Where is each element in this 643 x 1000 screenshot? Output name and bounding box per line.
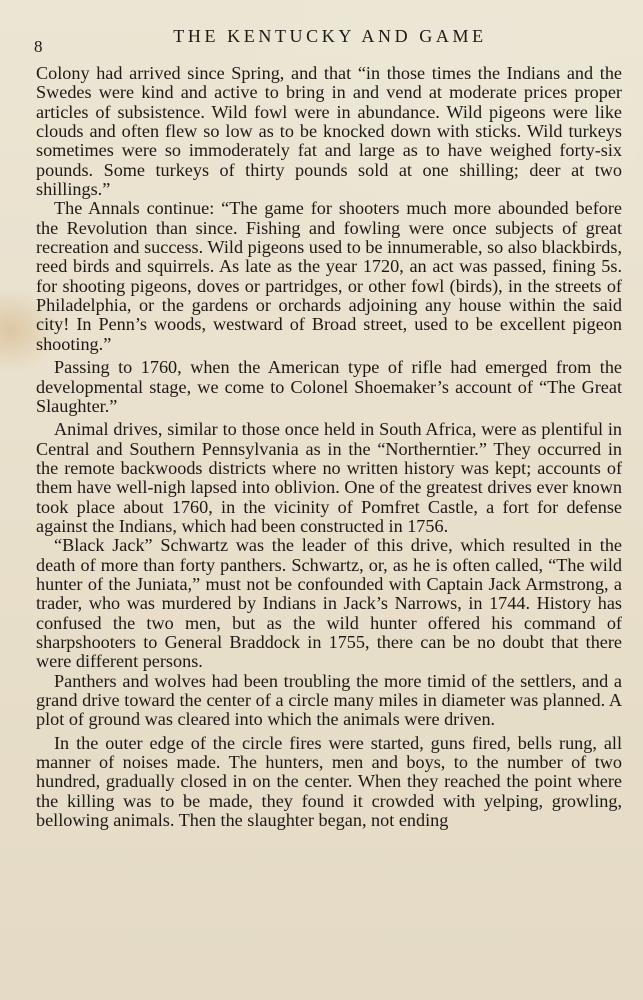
paragraph-3: Passing to 1760, when the American type of rifle had emerged from the developmental stage, we come to Colonel Shoemaker’s account of “The Great Slaughter.” [36, 357, 622, 416]
paragraph-6: Panthers and wolves had been troubling the more timid of the settlers, and a grand drive toward the center of a circle many miles in diameter was planned. A plot of ground was cleared into which the animals were driven. [36, 670, 622, 730]
page-header [0, 22, 643, 56]
body-text [36, 64, 622, 830]
paragraph-1: Colony had arrived since Spring, and that “in those times the Indians and the Swedes were kind and active to bring in and vend at moderate prices proper articles of subsistence. Wild fowl were in abundance. Wild pigeons were like clouds and often flew so low as to be knocked down with sticks. Wild turkeys sometimes were so immoderately fat and large as to have weighed forty-six pounds. Some turkeys of thirty pounds sold at one shilling; deer at two shillings.” [36, 63, 622, 200]
paragraph-4: Animal drives, similar to those once held in South Africa, were as plentiful in Central and Southern Pennsylvania as in the “Northerntier.” They occurred in the remote backwoods districts where no written history was kept; accounts of them have well-nigh lapsed into oblivion. One of the greatest drives ever known took place about 1760, in the vicinity of Pomfret Castle, a fort for defense against the Indians, which had been constructed in 1756. [36, 419, 622, 536]
paragraph-5: “Black Jack” Schwartz was the leader of this drive, which resulted in the death of more than forty panthers. Schwartz, or, as he is often called, “The wild hunter of the Juniata,” must not be confounded with Captain Jack Armstrong, a trader, who was murdered by Indians in Jack’s Narrows, in 1744. History has confused the two men, but as the wild hunter offered his command of sharpshooters to General Braddock in 1755, there can be no doubt that there were different persons. [36, 535, 622, 672]
paragraph-2: The Annals continue: “The game for shooters much more abounded before the Revolution than since. Fishing and fowling were once subjects of great recreation and success. Wild pigeons used to be innumerable, so also blackbirds, reed birds and squirrels. As late as the year 1720, an act was passed, fining 5s. for shooting pigeons, doves or partridges, or other fowl (birds), in the streets of Philadelphia, or the gardens or orchards adjoining any house within the said city! In Penn’s woods, westward of Broad street, used to be excellent pigeon shooting.” [36, 198, 622, 354]
page-number: 8 [34, 37, 43, 56]
running-head: THE KENTUCKY AND GAME [173, 26, 487, 46]
paragraph-7: In the outer edge of the circle fires were started, guns fired, bells rung, all manner of noises made. The hunters, men and boys, to the number of two hundred, gradually closed in on the center. When they reached the point where the killing was to be made, they found it crowded with yelping, growling, bellowing animals. Then the slaughter began, not ending [36, 732, 622, 831]
